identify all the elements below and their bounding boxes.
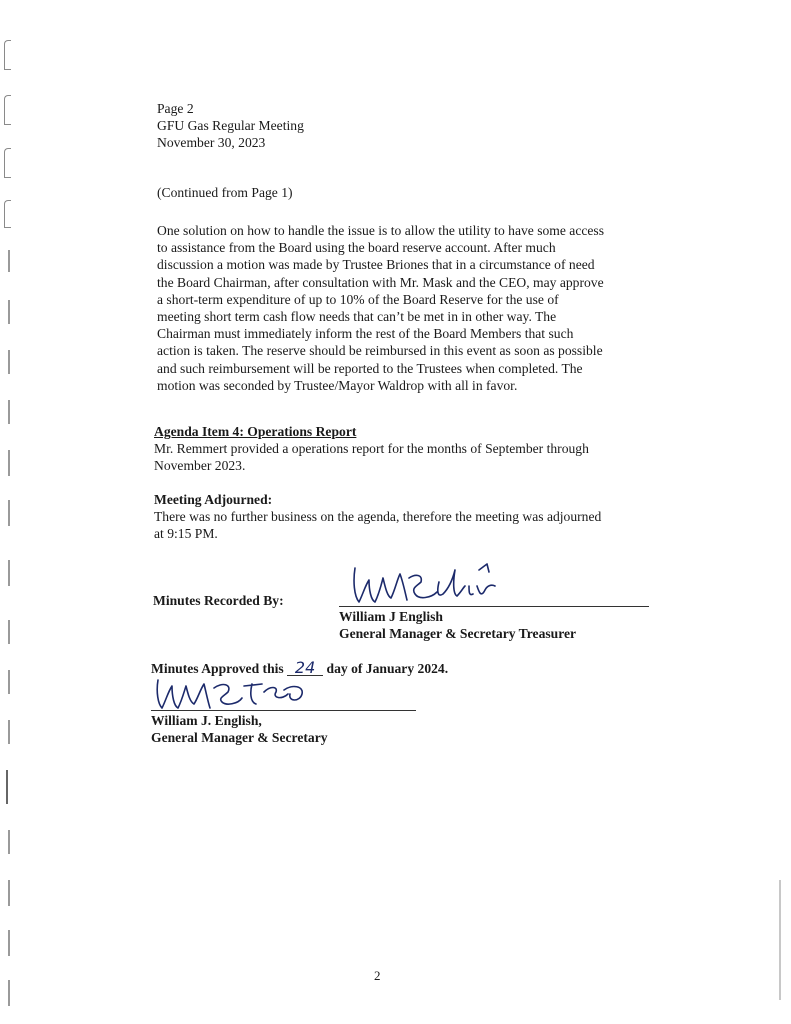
paragraph-line: motion was seconded by Trustee/Mayor Waldrop with all in favor. [157,377,518,393]
approved-suffix: day of January 2024. [326,661,449,676]
approver-signature-line [151,710,416,711]
scan-edge-line [8,930,10,956]
approved-prefix: Minutes Approved this [151,661,284,676]
scan-edge-mark [4,40,11,70]
approver-block [151,712,328,746]
scan-edge-line [8,350,10,374]
motion-paragraph [157,222,677,394]
agenda-item-4-heading: Agenda Item 4: Operations Report [154,424,357,439]
scan-edge-line [8,400,10,424]
paragraph-line: a short-term expenditure of up to 10% of the Board Reserve for the use of [157,291,559,307]
scan-edge-line [8,300,10,324]
paragraph-line: Chairman must immediately inform the rest of the Board Members that such [157,326,574,342]
scan-edge-line [6,770,8,804]
agenda-item-4-line: Mr. Remmert provided a operations report for the months of September through [154,441,589,457]
paragraph-line: and such reimbursement will be reported to the Trustees when completed. The [157,360,583,376]
scan-edge-line [8,980,10,1006]
page-number: 2 [374,968,381,983]
approver-title: General Manager & Secretary [151,730,328,746]
meeting-name: GFU Gas Regular Meeting [157,118,304,134]
scan-edge-mark [4,148,11,178]
page-label: Page 2 [157,101,194,116]
scan-edge-line [779,880,781,1000]
paragraph-line: One solution on how to handle the issue is to allow the utility to have some access [157,223,605,238]
recorder-name: William J English [339,609,443,624]
scan-edge-line [8,880,10,906]
paragraph-line: action is taken. The reserve should be reimbursed in this event as soon as possible [157,343,603,359]
scan-edge-line [8,830,10,854]
approver-name: William J. English, [151,713,262,728]
adjourned-heading: Meeting Adjourned: [154,492,273,507]
page-header [157,100,304,152]
scan-edge-mark [4,200,11,228]
recorder-title: General Manager & Secretary Treasurer [339,626,577,642]
scan-edge-line [8,250,10,272]
recorded-by-label: Minutes Recorded By: [153,593,284,608]
recorder-signature-line [339,606,649,607]
scan-edge-line [8,500,10,526]
scan-edge-line [8,720,10,744]
scan-edge-line [8,560,10,586]
paragraph-line: the Board Chairman, after consultation with Mr. Mask and the CEO, may approve [157,274,604,290]
meeting-adjourned [154,491,601,543]
approver-signature [152,672,332,714]
scan-edge-line [8,620,10,644]
approved-day: 24 [287,661,323,676]
paragraph-line: meeting short term cash flow needs that can’t be met in in other way. The [157,309,557,325]
recorder-block [339,608,576,642]
paragraph-line: discussion a motion was made by Trustee Briones that in a circumstance of need [157,257,595,273]
agenda-item-4 [154,423,589,475]
paragraph-line: to assistance from the Board using the board reserve account. After much [157,240,556,256]
meeting-date: November 30, 2023 [157,135,266,151]
scan-edge-line [8,670,10,694]
continued-note: (Continued from Page 1) [157,185,293,200]
scan-edge-line [8,450,10,476]
agenda-item-4-line: November 2023. [154,458,246,474]
adjourned-line: There was no further business on the agenda, therefore the meeting was adjourned [154,509,602,525]
scan-edge-mark [4,95,11,125]
recorder-signature [345,556,515,608]
adjourned-line: at 9:15 PM. [154,526,218,542]
